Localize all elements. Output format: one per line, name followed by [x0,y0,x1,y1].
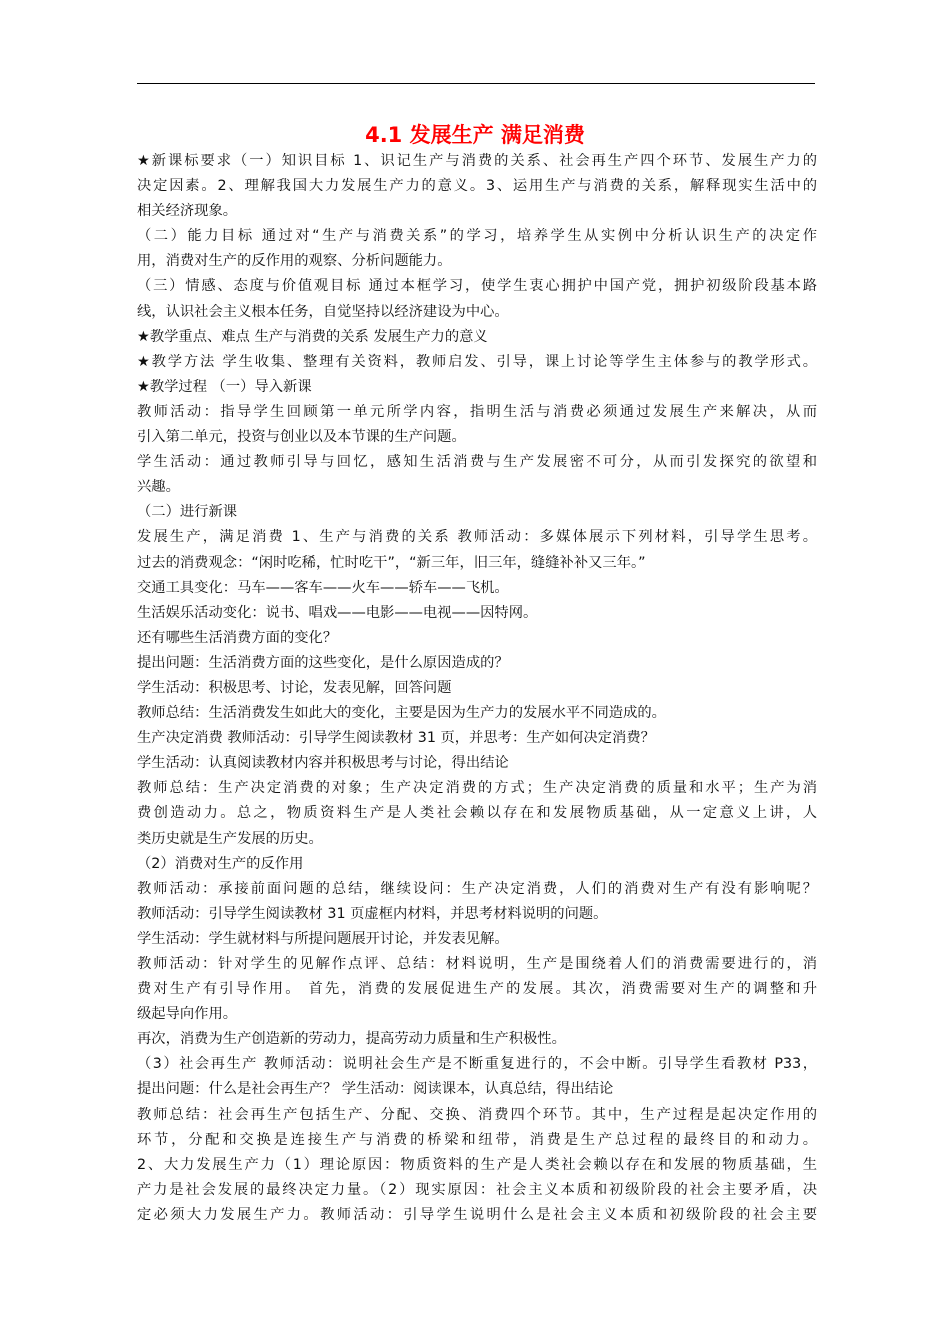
body-line: 再次，消费为生产创造新的劳动力，提高劳动力质量和生产积极性。 [137,1031,566,1048]
body-line: （二）进行新课 [137,504,238,521]
body-line: 定必须大力发展生产力。教师活动：引导学生说明什么是社会主义本质和初级阶段的社会主要 [137,1206,817,1223]
body-line: 学生活动：学生就材料与所提问题展开讨论，并发表见解。 [137,930,509,947]
body-line: 线，认识社会主义根本任务，自觉坚持以经济建设为中心。 [137,303,509,320]
body-line: 教师活动：指导学生回顾第一单元所学内容，指明生活与消费必须通过发展生产来解决，从而 [137,403,817,420]
document-title: 4.1 发展生产 满足消费 [365,123,585,147]
body-line: 2、大力发展生产力（1）理论原因：物质资料的生产是人类社会赖以存在和发展的物质基础，生 [137,1156,817,1173]
body-line: 相关经济现象。 [137,203,238,220]
body-line: 提出问题：什么是社会再生产？ 学生活动：阅读课本，认真总结，得出结论 [137,1081,614,1098]
body-line: 发展生产，满足消费 1、生产与消费的关系 教师活动：多媒体展示下列材料，引导学生思考。 [137,529,817,546]
body-line: 级起导向作用。 [137,1006,238,1023]
body-line: 教师总结：社会再生产包括生产、分配、交换、消费四个环节。其中，生产过程是起决定作用的 [137,1106,817,1123]
body-line: 教师活动：承接前面问题的总结，继续设问：生产决定消费，人们的消费对生产有没有影响呢？ [137,880,817,897]
body-line: 学生活动：积极思考、讨论，发表见解，回答问题 [137,679,452,696]
body-line: 生活娱乐活动变化：说书、唱戏——电影——电视——因特网。 [137,604,538,621]
body-line: 生产决定消费 教师活动：引导学生阅读教材 31 页，并思考：生产如何决定消费？ [137,730,655,747]
document-body [137,149,817,1228]
body-line: 过去的消费观念：“闲时吃稀，忙时吃干”，“新三年，旧三年，缝缝补补又三年。” [137,554,646,571]
body-line: 引入第二单元，投资与创业以及本节课的生产问题。 [137,429,466,446]
body-line: （2）消费对生产的反作用 [137,855,304,872]
body-line: 类历史就是生产发展的历史。 [137,830,323,847]
body-line: 费创造动力。总之，物质资料生产是人类社会赖以存在和发展物质基础，从一定意义上讲，人 [137,805,817,822]
body-line: 用，消费对生产的反作用的观察、分析问题能力。 [137,253,452,270]
body-line: 决定因素。2、理解我国大力发展生产力的意义。3、运用生产与消费的关系，解释现实生活中的 [137,178,817,195]
body-line: （三）情感、态度与价值观目标 通过本框学习，使学生衷心拥护中国产党，拥护初级阶段基本路 [137,278,817,295]
body-line: 产力是社会发展的最终决定力量。（2）现实原因：社会主义本质和初级阶段的社会主要矛盾，决 [137,1181,817,1198]
body-line: ★教学方法 学生收集、整理有关资料，教师启发、引导，课上讨论等学生主体参与的教学形式。 [137,353,817,370]
body-line: 教师总结：生产决定消费的对象；生产决定消费的方式；生产决定消费的质量和水平；生产为消 [137,780,817,797]
body-line: 教师活动：引导学生阅读教材 31 页虚框内材料，并思考材料说明的问题。 [137,905,608,922]
header-rule [137,83,815,84]
body-line: 兴趣。 [137,479,180,496]
body-line: 还有哪些生活消费方面的变化？ [137,629,338,646]
body-line: 学生活动：认真阅读教材内容并积极思考与讨论，得出结论 [137,755,509,772]
body-line: （3）社会再生产 教师活动：说明社会生产是不断重复进行的，不会中断。引导学生看教材 P33， [137,1056,817,1073]
body-line: 提出问题：生活消费方面的这些变化，是什么原因造成的？ [137,654,509,671]
body-line: ★教学重点、难点 生产与消费的关系 发展生产力的意义 [137,328,488,345]
body-line: 教师活动：针对学生的见解作点评、总结：材料说明，生产是围绕着人们的消费需要进行的，消 [137,956,817,972]
body-line: ★教学过程 （一）导入新课 [137,378,312,395]
body-line: ★新课标要求（一）知识目标 1、识记生产与消费的关系、社会再生产四个环节、发展生产力的 [137,153,817,169]
body-line: （二）能力目标 通过对“生产与消费关系”的学习，培养学生从实例中分析认识生产的决定作 [137,228,817,245]
body-line: 交通工具变化：马车——客车——火车——轿车——飞机。 [137,579,509,596]
body-line: 环节，分配和交换是连接生产与消费的桥梁和纽带，消费是生产总过程的最终目的和动力。 [137,1131,817,1148]
body-line: 学生活动：通过教师引导与回忆，感知生活消费与生产发展密不可分，从而引发探究的欲望和 [137,454,817,471]
body-line: 费对生产有引导作用。 首先，消费的发展促进生产的发展。其次，消费需要对生产的调整和升 [137,981,817,998]
body-line: 教师总结：生活消费发生如此大的变化，主要是因为生产力的发展水平不同造成的。 [137,705,666,722]
